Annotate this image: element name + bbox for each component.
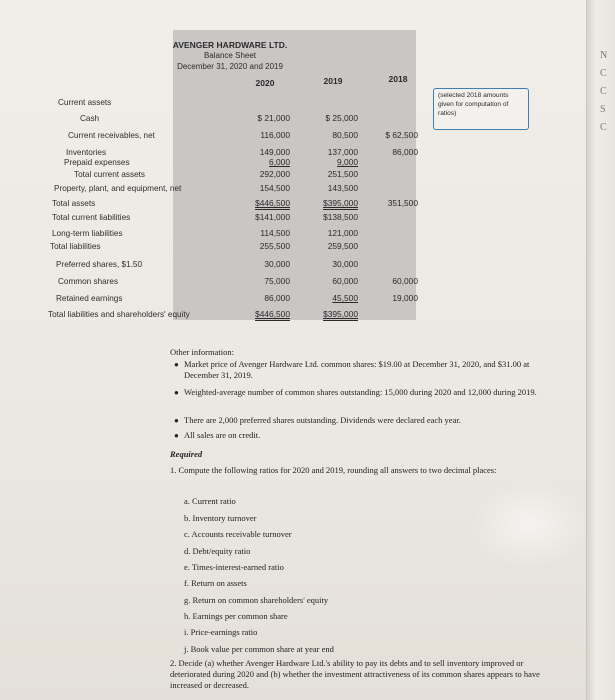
row-label: Total current liabilities — [52, 213, 131, 222]
value-2019: 9,000 — [337, 157, 358, 167]
bullet-icon: ● — [174, 360, 179, 369]
value-2019: $138,500 — [323, 212, 358, 222]
row-label: Current receivables, net — [68, 131, 155, 140]
value-2018: 86,000 — [392, 147, 418, 157]
ratio-item: j. Book value per common share at year end — [184, 644, 334, 654]
value-2019: 143,500 — [327, 183, 358, 193]
bullet-text: All sales are on credit. — [184, 430, 261, 440]
edge-letter: S — [600, 104, 606, 115]
row-label: Prepaid expenses — [64, 158, 130, 167]
required-heading: Required — [170, 449, 203, 459]
row-label: Total current assets — [74, 170, 145, 179]
bullet-icon: ● — [174, 431, 179, 440]
value-2020: 86,000 — [264, 293, 290, 303]
row-label: Preferred shares, $1.50 — [56, 260, 143, 269]
ratio-item: g. Return on common shareholders' equity — [184, 595, 329, 605]
value-2018: 60,000 — [392, 276, 418, 286]
ratio-item: c. Accounts receivable turnover — [184, 529, 292, 539]
value-2019: $395,000 — [323, 198, 358, 208]
row-label: Total assets — [52, 199, 96, 208]
ratio-item: e. Times-interest-earned ratio — [184, 562, 284, 572]
value-2019: 251,500 — [327, 169, 358, 179]
ratio-item: i. Price-earnings ratio — [184, 627, 258, 637]
note-box: (selected 2018 amounts given for computation of ratios) — [433, 88, 529, 130]
edge-letter: N — [600, 50, 608, 61]
bullet-icon: ● — [174, 416, 179, 425]
ratio-item: f. Return on assets — [184, 578, 247, 588]
value-2019: 121,000 — [327, 228, 358, 238]
ratio-item: d. Debt/equity ratio — [184, 546, 251, 556]
value-2018: 19,000 — [392, 293, 418, 303]
value-2019: 80,500 — [332, 130, 358, 140]
value-2020: $141,000 — [255, 212, 290, 222]
bullet-icon: ● — [174, 388, 179, 397]
value-2020: 114,500 — [260, 228, 290, 238]
bullet-text: There are 2,000 preferred shares outstanding. Dividends were declared each year. — [184, 415, 461, 425]
value-2019: 60,000 — [332, 276, 358, 286]
value-2019: $ 25,000 — [325, 113, 358, 123]
glare — [470, 480, 590, 570]
value-2020: 255,500 — [259, 241, 290, 251]
bullet-text: Weighted-average number of common shares outstanding: 15,000 during 2020 and 12,000 during 2019. — [184, 387, 537, 397]
value-2018: $ 62,500 — [385, 130, 418, 140]
ratio-item: h. Earnings per common share — [184, 611, 288, 621]
statement-date: December 31, 2020 and 2019 — [177, 62, 283, 71]
row-label: Common shares — [58, 277, 119, 286]
value-2020: 30,000 — [264, 259, 290, 269]
row-label: Cash — [80, 114, 100, 123]
value-2020: $446,500 — [255, 309, 290, 319]
question-1: 1. Compute the following ratios for 2020 and 2019, rounding all answers to two decimal places: — [170, 465, 497, 475]
section-heading: Current assets — [58, 98, 112, 107]
value-2019: 45,500 — [332, 293, 358, 303]
edge-letter: C — [600, 68, 607, 79]
value-2020: 292,000 — [259, 169, 290, 179]
company-title: AVENGER HARDWARE LTD. — [172, 40, 288, 50]
year-header-2019: 2019 — [323, 76, 343, 86]
value-2020: 149,000 — [259, 147, 290, 157]
year-header-2018: 2018 — [388, 74, 408, 84]
value-2020: 116,000 — [260, 130, 290, 140]
ratio-item: b. Inventory turnover — [184, 513, 257, 523]
value-2020: $ 21,000 — [257, 113, 290, 123]
value-2020: 154,500 — [259, 183, 290, 193]
row-label: Total liabilities and shareholders' equity — [48, 310, 190, 319]
year-header-2020: 2020 — [255, 78, 275, 88]
other-info-heading: Other information: — [170, 347, 234, 357]
value-2019: 259,500 — [327, 241, 358, 251]
row-label: Long-term liabilities — [52, 229, 123, 238]
row-label: Total liabilities — [50, 242, 101, 251]
question-2: 2. Decide (a) whether Avenger Hardware Ltd.'s ability to pay its debts and to sell inventory improved or deteriorated during 2020 and (b) whether the investment attractiveness of its common shares appears to have increased or decreased. — [170, 658, 540, 690]
row-label: Retained earnings — [56, 294, 123, 303]
row-label: Inventories — [66, 148, 107, 157]
value-2020: $446,500 — [255, 198, 290, 208]
statement-name: Balance Sheet — [203, 51, 257, 60]
value-2019: 137,000 — [327, 147, 358, 157]
ratio-item: a. Current ratio — [184, 496, 236, 506]
value-2018: 351,500 — [387, 198, 418, 208]
edge-letter: C — [600, 86, 607, 97]
value-2020: 75,000 — [264, 276, 290, 286]
bullet-text: Market price of Avenger Hardware Ltd. common shares: $19.00 at December 31, 2020, and $31.00 at December 31, 2019. — [184, 359, 530, 380]
row-label: Property, plant, and equipment, net — [54, 184, 182, 193]
value-2020: 6,000 — [269, 157, 290, 167]
value-2019: 30,000 — [332, 259, 358, 269]
value-2019: $395,000 — [323, 309, 358, 319]
edge-letter: C — [600, 122, 607, 133]
